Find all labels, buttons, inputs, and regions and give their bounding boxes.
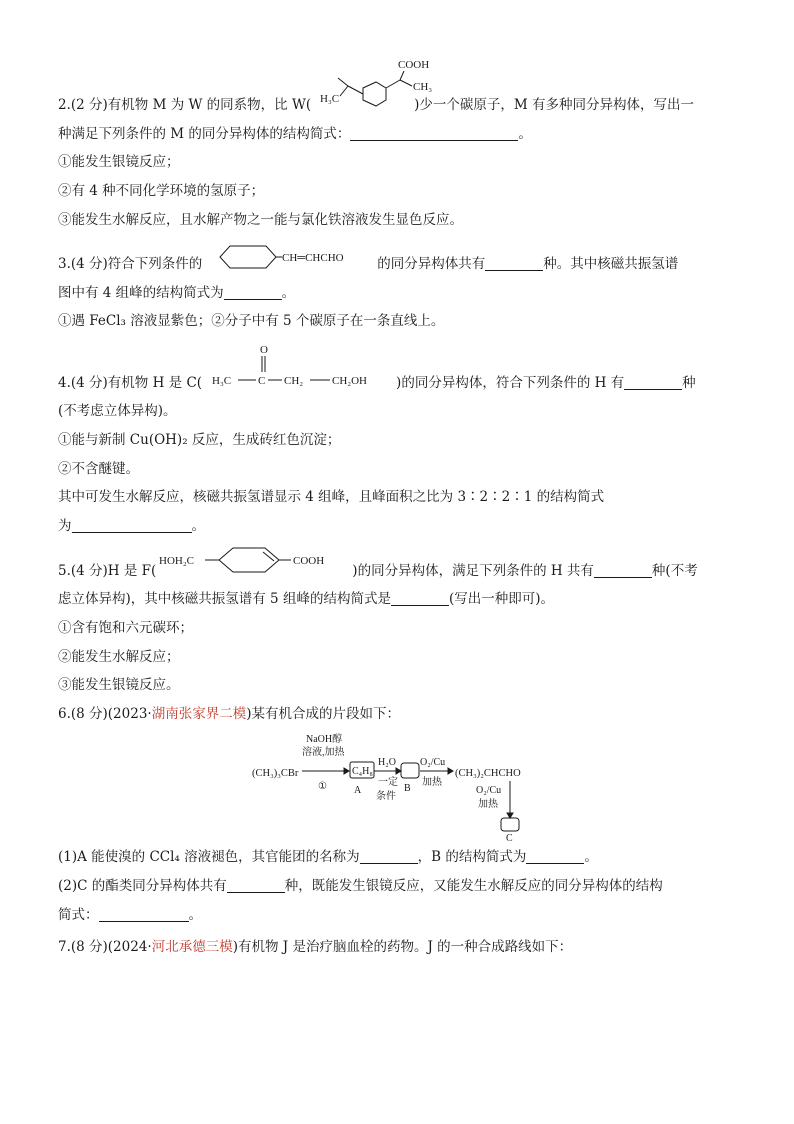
q2-cond1: ①能发生银镜反应； (58, 154, 180, 170)
q5-text: )的同分异构体，满足下列条件的 H 共有 (352, 563, 594, 579)
q6-text: 。 (188, 907, 202, 923)
r1-reagent: NaOH醇 (306, 734, 343, 745)
step-number: ① (318, 781, 327, 792)
q7-source: 河北承德三模 (151, 939, 233, 955)
answer-blank[interactable] (350, 126, 518, 141)
q4-line5: 其中可发生水解反应，核磁共振氢谱显示 4 组峰，且峰面积之比为 3∶2∶2∶1 的结构简式 (58, 489, 605, 505)
q4-line1 (58, 374, 696, 392)
q2-text: )少一个碳原子，M 有多种同分异构体，写出一 (414, 97, 694, 113)
r3-condition: 加热 (422, 777, 442, 788)
answer-blank[interactable] (624, 375, 682, 390)
c-label: C (258, 375, 266, 387)
compound-b-box (401, 763, 419, 778)
q7-text: 7.(8 分)(2024· (58, 939, 152, 955)
answer-blank[interactable] (99, 907, 189, 922)
q4-cond1: ①能与新制 Cu(OH)₂ 反应，生成砖红色沉淀； (58, 432, 341, 448)
q6-text: 6.(8 分)(2023· (58, 706, 152, 722)
answer-blank[interactable] (391, 591, 449, 606)
q3-text: 。 (281, 285, 296, 301)
w-h3c-label: H₃C (320, 93, 340, 105)
q5-line2 (58, 590, 554, 608)
q4-text: 4.(4 分)有机物 H 是 C( (58, 375, 203, 391)
q3-text: 的同分异构体共有 (377, 256, 486, 272)
double-bond (263, 552, 274, 561)
q6-text: 种，既能发生银镜反应，又能发生水解反应的同分异构体的结构 (284, 878, 663, 894)
compound-a-formula: C₄H₈ (352, 766, 373, 777)
q2-line1 (58, 96, 694, 114)
q5-text: (写出一种即可)。 (448, 591, 554, 607)
q6-text: (2)C 的酯类同分异构体共有 (58, 878, 227, 894)
q6-source: 湖南张家界二模 (151, 706, 247, 722)
q5-line1 (58, 562, 698, 580)
q6-line1 (58, 705, 400, 723)
q3-cond: ①遇 FeCl₃ 溶液显紫色；②分子中有 5 个碳原子在一条直线上。 (58, 313, 445, 329)
compound-a-label: A (354, 785, 362, 796)
q3-line2 (58, 284, 295, 302)
q2-text: 种满足下列条件的 M 的同分异构体的结构简式： (58, 126, 351, 142)
q6-sub1 (58, 848, 598, 866)
q7-line1 (58, 938, 572, 956)
arrowhead (507, 813, 513, 818)
start-compound: (CH₃)₃CBr (252, 768, 299, 779)
w-bond (400, 71, 404, 80)
q5-cond1: ①含有饱和六元碳环； (58, 620, 193, 636)
arrowhead (344, 768, 349, 774)
arrowhead (448, 768, 453, 774)
q3-line1 (58, 255, 678, 273)
hoh2c-label: HOH₂C (159, 555, 195, 567)
q5-cond2: ②能发生水解反应； (58, 649, 180, 665)
q5-text: 种(不考 (651, 563, 698, 579)
q3-text: 种。其中核磁共振氢谱 (543, 256, 679, 272)
q5-text: 5.(4 分)H 是 F( (58, 563, 157, 579)
r3-reagent: O₂/Cu (420, 757, 446, 768)
q5-text: 虑立体异构)，其中核磁共振氢谱有 5 组峰的结构简式是 (58, 591, 391, 607)
q4-cond2: ②不含醚键。 (58, 461, 139, 477)
q4-line2: (不考虑立体异构)。 (58, 403, 177, 419)
compound-b-label: B (404, 783, 411, 794)
w-bond (386, 80, 400, 88)
q3-text: 图中有 4 组峰的结构简式为 (58, 285, 224, 301)
w-bond (338, 78, 348, 86)
r4-reagent: O₂/Cu (476, 785, 502, 796)
carbonyl-o-label: O (260, 344, 268, 356)
product-compound: (CH₃)₂CHCHO (455, 768, 521, 779)
compound-c-box (501, 818, 519, 831)
q7-text: )有机物 J 是治疗脑血栓的药物。J 的一种合成路线如下： (232, 939, 573, 955)
r2-condition: 一定 (378, 777, 398, 788)
q4-text: )的同分异构体，符合下列条件的 H 有 (396, 375, 625, 391)
q2-text: 2.(2 分)有机物 M 为 W 的同系物，比 W( (58, 97, 312, 113)
q4-line6 (58, 517, 205, 535)
r2-reagent: H₂O (378, 757, 396, 768)
q6-sub2 (58, 877, 663, 895)
q4-text: 种 (682, 375, 696, 391)
w-bond (400, 80, 412, 86)
q6-text: )某有机合成的片段如下： (246, 706, 400, 722)
r1-condition: 溶液,加热 (302, 747, 345, 758)
answer-blank[interactable] (485, 256, 543, 271)
q6-sub2-cont (58, 906, 202, 924)
q2-text: 。 (518, 126, 532, 142)
q6-text: 简式： (58, 907, 99, 923)
ch2-label: CH₂ (284, 375, 304, 387)
h3c-label: H₃C (212, 375, 232, 387)
w-cooh-label: COOH (398, 59, 430, 71)
w-bond (348, 86, 363, 94)
q3-text: 3.(4 分)符合下列条件的 (58, 256, 203, 272)
q2-line2 (58, 125, 532, 143)
w-ch3-label: CH₃ (413, 81, 433, 93)
r2-condition: 条件 (376, 791, 396, 802)
ch2oh-label: CH₂OH (332, 375, 368, 387)
q6-text: (1)A 能使溴的 CCl₄ 溶液褪色，其官能团的名称为 (58, 849, 360, 865)
answer-blank[interactable] (526, 849, 584, 864)
w-bond (340, 86, 348, 96)
cooh-label: COOH (293, 555, 325, 567)
compound-c-label: C (506, 833, 513, 844)
q4-text: 为 (58, 518, 72, 534)
q6-text: ，B 的结构简式为 (417, 849, 527, 865)
answer-blank[interactable] (360, 849, 418, 864)
answer-blank[interactable] (224, 285, 282, 300)
arrowhead (396, 768, 401, 774)
q2-cond3: ③能发生水解反应，且水解产物之一能与氯化铁溶液发生显色反应。 (58, 212, 463, 228)
answer-blank[interactable] (594, 563, 652, 578)
q6-reaction-scheme (250, 733, 550, 844)
r4-condition: 加热 (478, 799, 498, 810)
q4-text: 。 (191, 518, 205, 534)
q2-cond2: ②有 4 种不同化学环境的氢原子； (58, 183, 265, 199)
q6-text: 。 (584, 849, 598, 865)
q5-cond3: ③能发生银镜反应。 (58, 677, 180, 693)
answer-blank[interactable] (72, 518, 192, 533)
answer-blank[interactable] (227, 878, 285, 893)
chain-label: CH═CHCHO (282, 252, 344, 264)
